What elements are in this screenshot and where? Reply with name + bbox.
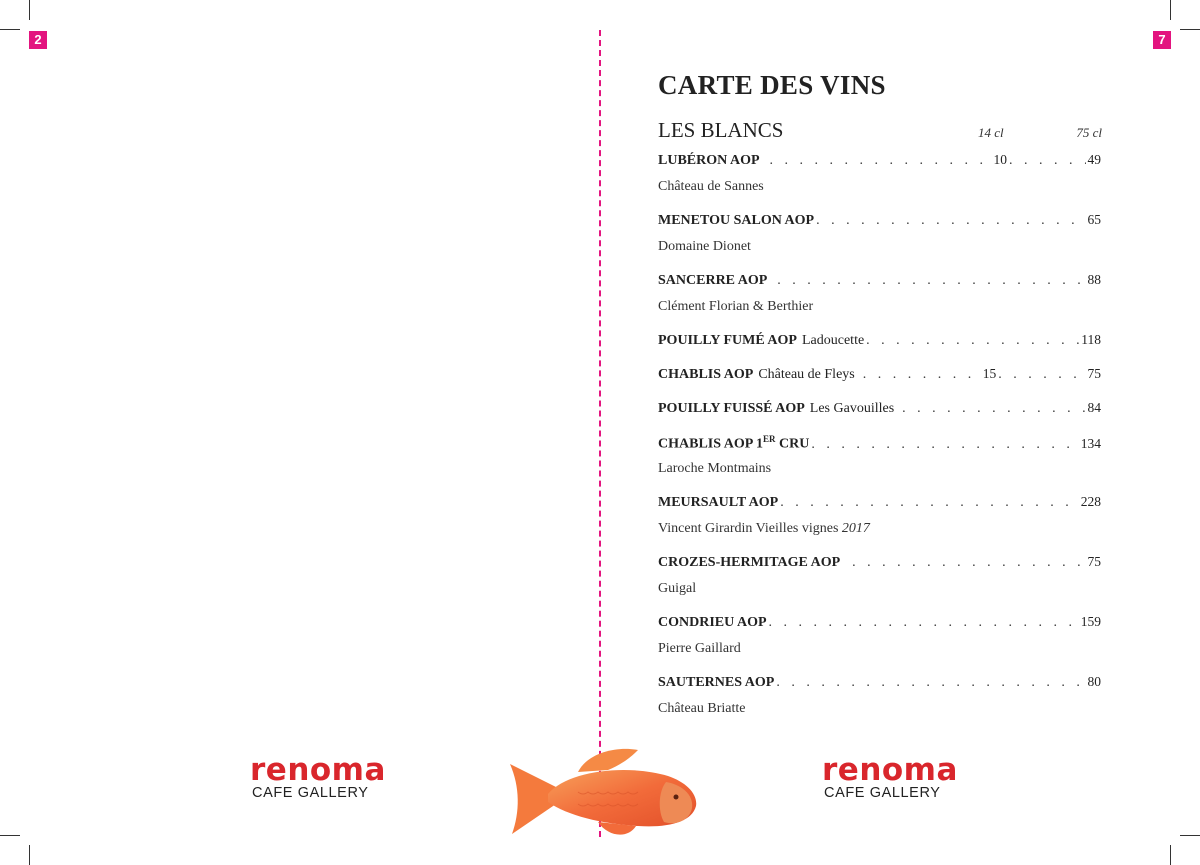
wine-name-sup: ER <box>763 434 776 444</box>
wine-entry <box>658 400 1101 422</box>
wine-entry <box>658 212 1101 260</box>
left-page-number: 2 <box>29 31 47 49</box>
wine-producer: Guigal <box>658 581 697 596</box>
leader-dots <box>866 333 1079 349</box>
wine-name <box>658 434 809 453</box>
wine-entry <box>658 554 1101 602</box>
wine-detail: Ladoucette <box>801 333 865 348</box>
wine-name: SAUTERNES AOP <box>658 675 775 690</box>
wine-entry <box>658 366 1101 388</box>
wine-name: LUBÉRON AOP <box>658 153 760 168</box>
wine-entry <box>658 272 1101 320</box>
wine-price: 75 <box>1087 554 1101 569</box>
wine-price: 88 <box>1087 272 1101 287</box>
wine-entry <box>658 614 1101 662</box>
crop-mark <box>0 835 20 836</box>
wine-price: 159 <box>1080 614 1101 629</box>
wine-entry <box>658 674 1101 722</box>
column-head-large: 75 cl <box>1076 125 1102 140</box>
leader-dots <box>770 153 992 169</box>
wine-entry <box>658 494 1101 542</box>
logo-subtitle: CAFE GALLERY <box>252 785 369 801</box>
crop-mark <box>1170 0 1171 20</box>
section-name: LES BLANCS <box>658 118 784 142</box>
leader-dots <box>902 401 1085 417</box>
leader-dots <box>852 555 1085 571</box>
renoma-logo-right <box>822 754 962 801</box>
wine-price: 84 <box>1087 400 1101 415</box>
wine-producer: Château de Sannes <box>658 179 764 194</box>
leader-dots <box>816 213 1085 229</box>
wine-price: 134 <box>1080 435 1101 451</box>
wine-small-price: 10 <box>993 152 1008 167</box>
wine-name: POUILLY FUISSÉ AOP <box>658 401 805 416</box>
leader-dots <box>769 615 1079 631</box>
fish-illustration <box>508 742 703 842</box>
wine-entry <box>658 152 1101 200</box>
wine-producer: Clément Florian & Berthier <box>658 299 814 314</box>
fish-eye <box>674 795 679 800</box>
fish-dorsal-fin <box>578 749 638 772</box>
wine-name: CHABLIS AOP <box>658 367 754 382</box>
wine-detail: Les Gavouilles <box>809 401 895 416</box>
leader-dots <box>863 367 981 383</box>
wine-name: MENETOU SALON AOP <box>658 213 815 228</box>
wine-name: MEURSAULT AOP <box>658 495 779 510</box>
fold-line <box>599 30 601 837</box>
wine-small-price: 15 <box>982 366 997 381</box>
wine-producer: Château Briatte <box>658 701 746 716</box>
leader-dots <box>777 273 1085 289</box>
wine-entry <box>658 332 1101 354</box>
wine-name-suffix: CRU <box>775 436 810 452</box>
logo-wordmark: renoma <box>250 752 386 788</box>
wine-price: 228 <box>1080 494 1101 509</box>
leader-dots <box>998 367 1085 383</box>
wine-name: CONDRIEU AOP <box>658 615 767 630</box>
crop-mark <box>1180 835 1200 836</box>
crop-mark <box>1180 29 1200 30</box>
wine-price: 80 <box>1087 674 1101 689</box>
wine-name: SANCERRE AOP <box>658 273 768 288</box>
wine-price: 118 <box>1081 332 1101 347</box>
wine-price: 65 <box>1087 212 1101 227</box>
menu-title: CARTE DES VINS <box>658 70 886 100</box>
wine-producer-text: Vincent Girardin Vieilles vignes <box>658 521 839 536</box>
wine-price: 75 <box>1087 366 1101 381</box>
leader-dots <box>1009 153 1085 169</box>
logo-wordmark: renoma <box>822 752 958 788</box>
wine-entry <box>658 434 1101 482</box>
section-header <box>658 118 1102 142</box>
wine-producer: Domaine Dionet <box>658 239 751 254</box>
crop-mark <box>0 29 20 30</box>
crop-mark <box>29 845 30 865</box>
crop-mark <box>29 0 30 20</box>
renoma-logo-left <box>250 754 390 801</box>
right-page-number: 7 <box>1153 31 1171 49</box>
leader-dots <box>780 495 1079 511</box>
column-head-small: 14 cl <box>978 125 1004 140</box>
wine-name: CROZES-HERMITAGE AOP <box>658 555 841 570</box>
wine-producer <box>658 516 1101 542</box>
wine-name-text: CHABLIS AOP 1 <box>658 436 764 452</box>
wine-producer: Pierre Gaillard <box>658 641 741 656</box>
wine-vintage: 2017 <box>841 521 870 536</box>
leader-dots <box>811 437 1078 453</box>
wine-producer: Laroche Montmains <box>658 461 772 476</box>
crop-mark <box>1170 845 1171 865</box>
logo-subtitle: CAFE GALLERY <box>824 785 941 801</box>
leader-dots <box>776 675 1085 691</box>
wine-detail: Château de Fleys <box>758 367 855 382</box>
wine-name: POUILLY FUMÉ AOP <box>658 333 797 348</box>
wine-price: 49 <box>1087 152 1101 167</box>
wine-list <box>658 152 1101 734</box>
